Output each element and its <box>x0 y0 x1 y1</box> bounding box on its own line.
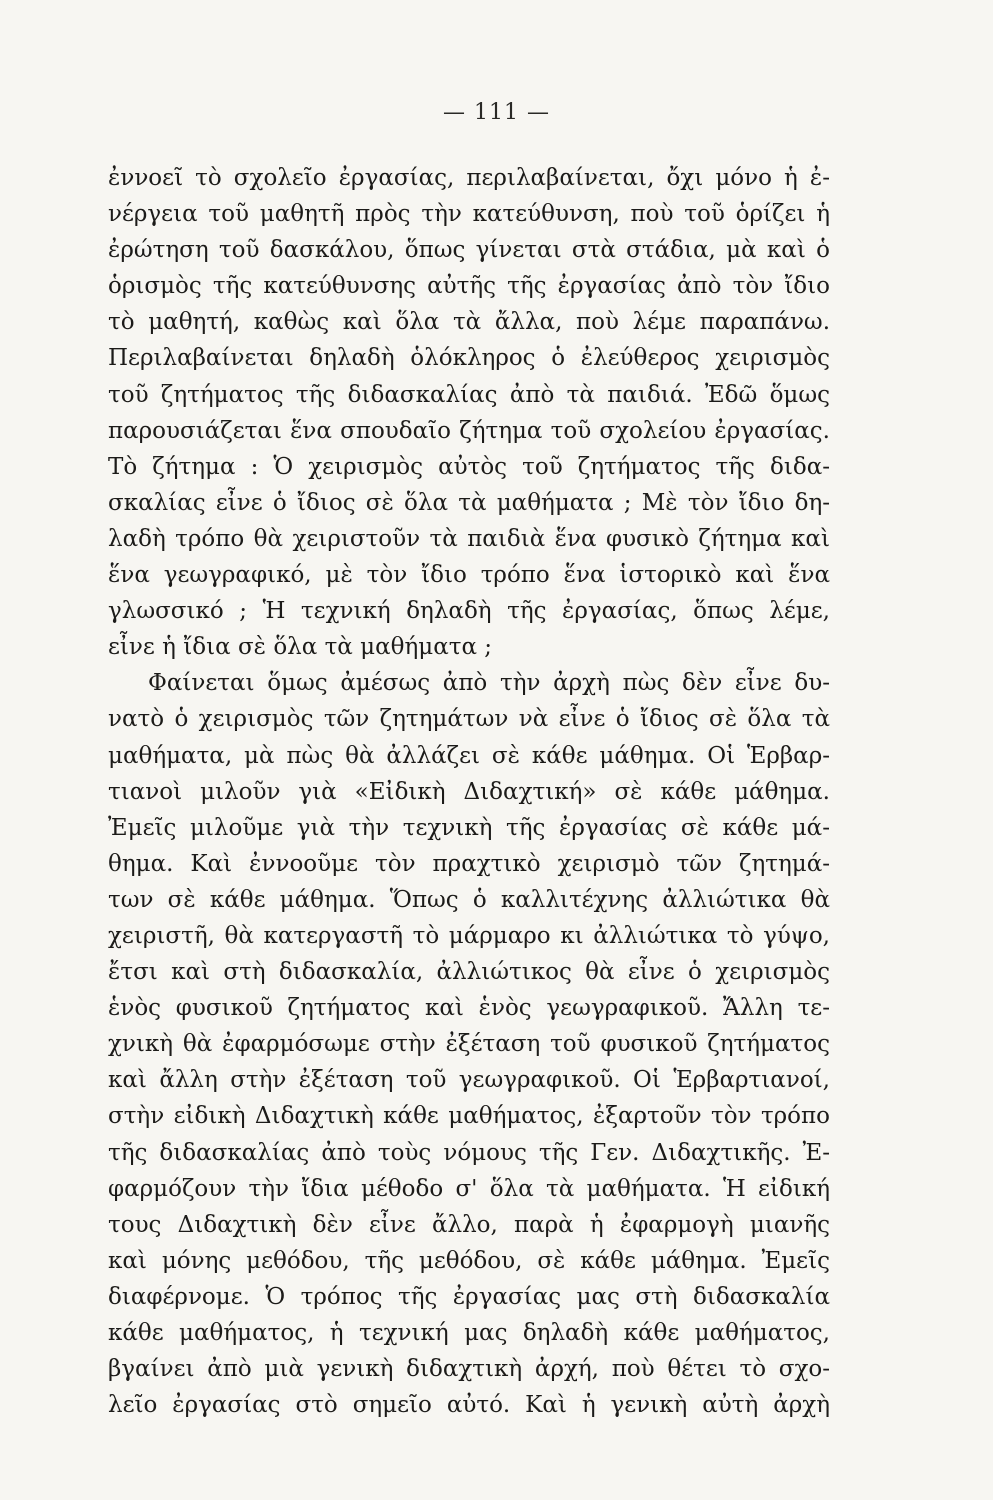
text-line: νέργεια τοῦ μαθητῆ πρὸς τὴν κατεύθυνση, ποὺ τοῦ ὁρίζει ἡ <box>108 201 830 228</box>
text-line: τῆς διδασκαλίας ἀπὸ τοὺς νόμους τῆς Γεν. Διδαχτικῆς. Ἐ- <box>108 1139 830 1166</box>
text-line: καὶ μόνης μεθόδου, τῆς μεθόδου, σὲ κάθε μάθημα. Ἐμεῖς <box>108 1247 830 1274</box>
text-line: φαρμόζουν τὴν ἴδια μέθοδο σ' ὅλα τὰ μαθήματα. Ἡ εἰδική <box>108 1175 830 1202</box>
text-line: παρουσιάζεται ἕνα σπουδαῖο ζήτημα τοῦ σχολείου ἐργασίας. <box>108 417 830 444</box>
text-line: ἔτσι καὶ στὴ διδασκαλία, ἀλλιώτικος θὰ εἶνε ὁ χειρισμὸς <box>108 959 830 986</box>
text-line: ἑνὸς φυσικοῦ ζητήματος καὶ ἑνὸς γεωγραφικοῦ. Ἄλλη τε- <box>108 995 830 1022</box>
text-line: χνικὴ θὰ ἐφαρμόσωμε στὴν ἐξέταση τοῦ φυσικοῦ ζητήματος <box>108 1031 830 1058</box>
text-line: ὁρισμὸς τῆς κατεύθυνσης αὐτῆς τῆς ἐργασίας ἀπὸ τὸν ἴδιο <box>108 273 830 300</box>
text-line: Τὸ ζήτημα : Ὁ χειρισμὸς αὐτὸς τοῦ ζητήματος τῆς διδα- <box>108 453 830 480</box>
text-line: Φαίνεται ὅμως ἀμέσως ἀπὸ τὴν ἀρχὴ πὼς δὲν εἶνε δυ- <box>148 670 830 697</box>
text-line: χειριστῆ, θὰ κατεργαστῆ τὸ μάρμαρο κι ἀλλιώτικα τὸ γύψο, <box>108 922 830 949</box>
text-line: εἶνε ἡ ἴδια σὲ ὅλα τὰ μαθήματα ; <box>108 634 493 661</box>
text-line: τους Διδαχτικὴ δὲν εἶνε ἄλλο, παρὰ ἡ ἐφαρμογὴ μιανῆς <box>108 1211 830 1238</box>
text-line: νατὸ ὁ χειρισμὸς τῶν ζητημάτων νὰ εἶνε ὁ ἴδιος σὲ ὅλα τὰ <box>108 706 830 733</box>
text-line: των σὲ κάθε μάθημα. Ὅπως ὁ καλλιτέχνης ἀλλιώτικα θὰ <box>108 886 830 913</box>
text-line: Περιλαβαίνεται δηλαδὴ ὁλόκληρος ὁ ἐλεύθερος χειρισμὸς <box>108 345 830 372</box>
text-line: γλωσσικό ; Ἡ τεχνική δηλαδὴ τῆς ἐργασίας, ὅπως λέμε, <box>108 598 830 625</box>
text-line: σκαλίας εἶνε ὁ ἴδιος σὲ ὅλα τὰ μαθήματα ; Μὲ τὸν ἴδιο δη- <box>108 489 830 516</box>
text-line: τὸ μαθητή, καθὼς καὶ ὅλα τὰ ἄλλα, ποὺ λέμε παραπάνω. <box>108 309 830 336</box>
text-line: ἕνα γεωγραφικό, μὲ τὸν ἴδιο τρόπο ἕνα ἱστορικὸ καὶ ἕνα <box>108 562 830 589</box>
text-line: τοῦ ζητήματος τῆς διδασκαλίας ἀπὸ τὰ παιδιά. Ἐδῶ ὅμως <box>108 381 830 408</box>
text-line: μαθήματα, μὰ πὼς θὰ ἀλλάζει σὲ κάθε μάθημα. Οἱ Ἑρβαρ- <box>108 742 830 769</box>
text-line: ἐννοεῖ τὸ σχολεῖο ἐργασίας, περιλαβαίνεται, ὄχι μόνο ἡ ἐ- <box>108 165 830 191</box>
text-line: κάθε μαθήματος, ἡ τεχνική μας δηλαδὴ κάθε μαθήματος, <box>108 1320 830 1346</box>
text-line: λεῖο ἐργασίας στὸ σημεῖο αὐτό. Καὶ ἡ γενικὴ αὐτὴ ἀρχὴ <box>108 1392 830 1419</box>
page-number: — 111 — <box>443 100 550 125</box>
text-line: τιανοὶ μιλοῦν γιὰ «Εἰδικὴ Διδαχτική» σὲ κάθε μάθημα. <box>108 778 830 805</box>
body-text <box>108 160 830 1423</box>
text-line: στὴν εἰδικὴ Διδαχτικὴ κάθε μαθήματος, ἐξαρτοῦν τὸν τρόπο <box>108 1103 830 1130</box>
text-line: διαφέρνομε. Ὁ τρόπος τῆς ἐργασίας μας στὴ διδασκαλία <box>108 1283 830 1310</box>
text-line: λαδὴ τρόπο θὰ χειριστοῦν τὰ παιδιὰ ἕνα φυσικὸ ζήτημα καὶ <box>108 525 830 552</box>
text-line: θημα. Καὶ ἐννοοῦμε τὸν πραχτικὸ χειρισμὸ τῶν ζητημά- <box>108 850 830 877</box>
text-line: ἐρώτηση τοῦ δασκάλου, ὅπως γίνεται στὰ στάδια, μὰ καὶ ὁ <box>108 237 830 264</box>
text-line: βγαίνει ἀπὸ μιὰ γενικὴ διδαχτικὴ ἀρχή, ποὺ θέτει τὸ σχο- <box>108 1356 830 1383</box>
text-line: καὶ ἄλλη στὴν ἐξέταση τοῦ γεωγραφικοῦ. Οἱ Ἑρβαρτιανοί, <box>108 1067 830 1094</box>
text-line: Ἐμεῖς μιλοῦμε γιὰ τὴν τεχνικὴ τῆς ἐργασίας σὲ κάθε μά- <box>108 814 830 841</box>
